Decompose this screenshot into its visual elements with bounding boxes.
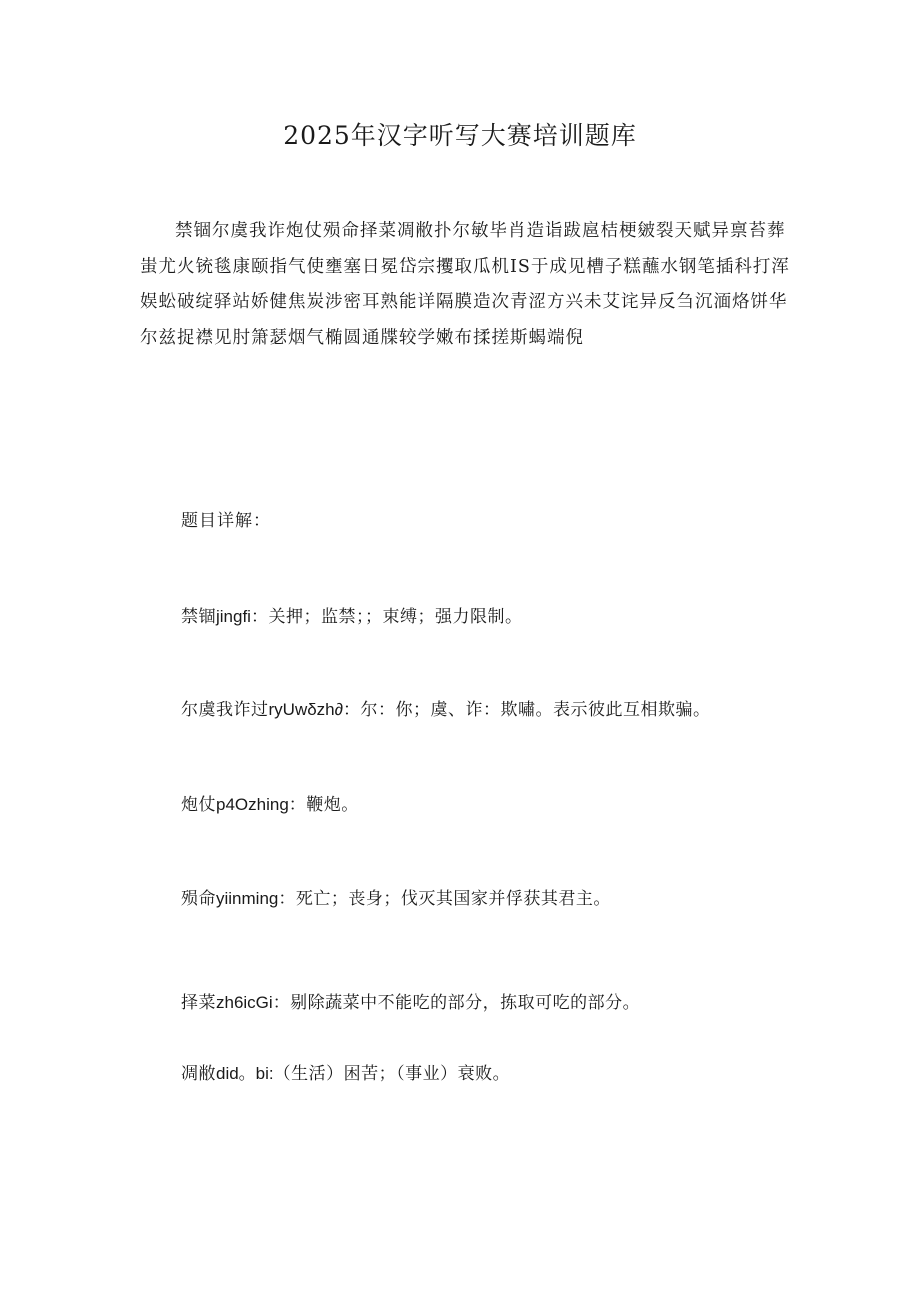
entry-term: 凋敝 — [181, 1064, 216, 1084]
entry-term: 殒命 — [181, 889, 216, 909]
entry-pinyin: jingfi — [216, 607, 251, 626]
entry-definition: ：鞭炮。 — [288, 795, 359, 815]
entry-definition: ：剔除蔬菜中不能吃的部分，拣取可吃的部分。 — [272, 993, 641, 1013]
entry-definition: （生活）困苦；（事业）衰败。 — [273, 1064, 511, 1084]
entry-item — [181, 790, 801, 815]
word-list-paragraph: 禁锢尔虞我诈炮仗殒命择菜凋敝扑尔敏毕肖造诣跋扈桔梗皴裂天赋异禀苔葬蚩尤火铳毯康颐指气使壅塞日冕岱宗攫取瓜机IS于成见槽子糕蘸水钢笔插科打浑娱蚣破绽驿站娇健焦炭涉密耳熟能详隔膜造次青涩方兴未艾诧异反刍沉湎烙饼华尔兹捉襟见肘箫瑟烟气椭圆通牒较学嫩布揉搓斯蝎端倪 — [140, 221, 790, 348]
entry-pinyin: did。bi: — [216, 1064, 274, 1083]
entry-term: 尔虞我诈过 — [181, 700, 269, 720]
entry-definition: ：尔：你；虞、诈：欺嘯。表示彼此互相欺骗。 — [343, 700, 711, 720]
entry-item — [181, 1059, 801, 1084]
entry-item — [181, 884, 801, 909]
entry-pinyin: yiinming — [216, 889, 279, 908]
entry-item — [181, 695, 801, 720]
document-title: 2025年汉字听写大赛培训题库 — [283, 121, 637, 150]
entry-pinyin: zh6icGi — [216, 993, 273, 1012]
entry-definition: ：死亡；丧身；伐灭其国家并俘获其君主。 — [278, 889, 611, 909]
section-heading: 题目详解： — [181, 511, 271, 531]
entry-definition: ：关押；监禁；；束缚；强力限制。 — [250, 607, 523, 627]
entry-pinyin: ryUwδzh∂ — [268, 700, 344, 719]
entry-item — [181, 988, 801, 1013]
entry-term: 炮仗 — [181, 795, 216, 815]
entry-term: 择菜 — [181, 993, 216, 1013]
entry-item — [181, 602, 801, 627]
entry-pinyin: p4Ozhing — [216, 795, 289, 814]
entry-term: 禁锢 — [181, 607, 216, 627]
